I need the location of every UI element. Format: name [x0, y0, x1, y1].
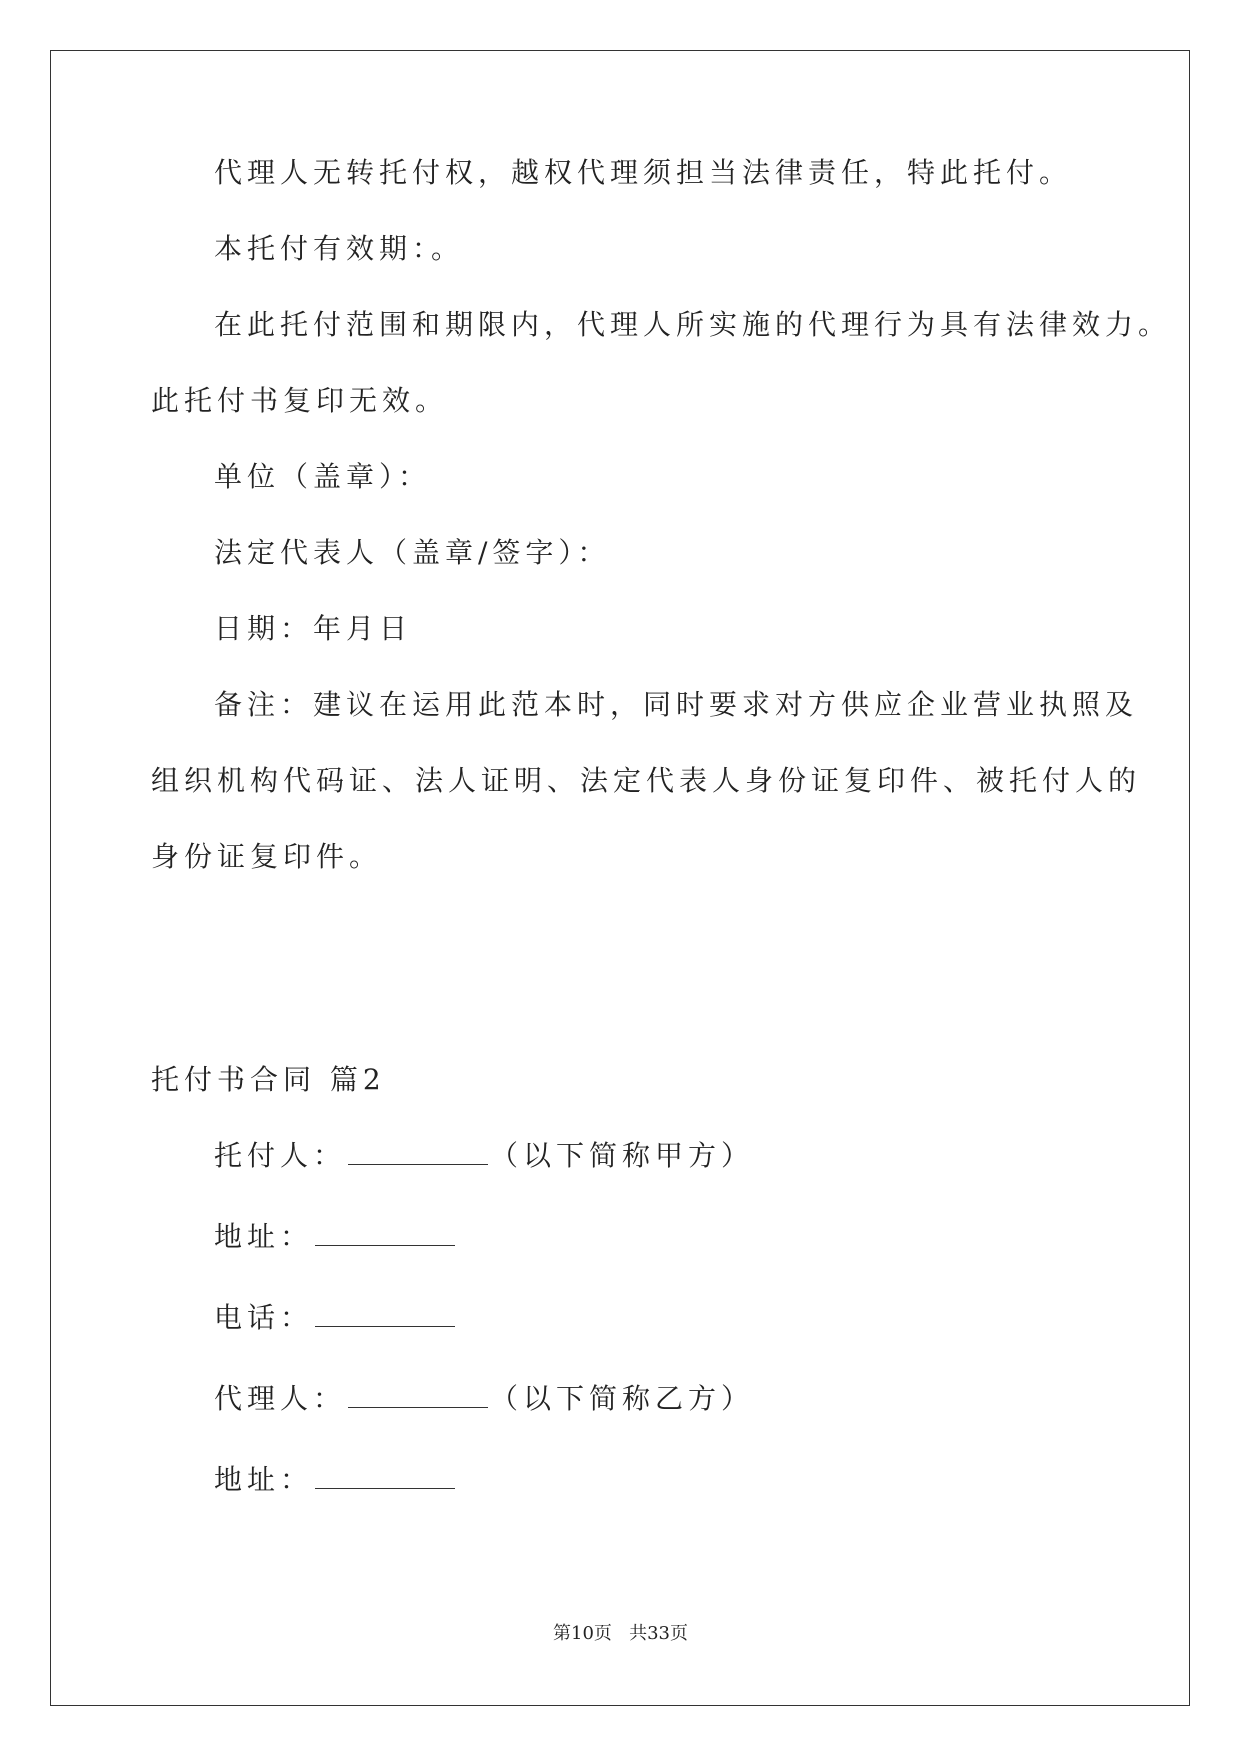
paragraph-validity-period: 本托付有效期：。: [214, 232, 465, 265]
paragraph-scope-line2: 此托付书复印无效。: [151, 384, 449, 417]
paragraph-scope-line1: 在此托付范围和期限内，代理人所实施的代理行为具有法律效力。: [214, 308, 1172, 341]
section2-heading: 托付书合同 篇2: [151, 1063, 386, 1096]
paragraph-unit-seal: 单位（盖章）：: [214, 460, 432, 493]
paragraph-date: 日期：年月日: [214, 612, 413, 645]
page-total: 共33页: [629, 1623, 688, 1644]
address2-label: 地址：: [214, 1463, 314, 1496]
address1-field: [214, 1219, 457, 1255]
phone-blank: [315, 1300, 455, 1327]
address1-label: 地址：: [214, 1220, 314, 1253]
principal-suffix: （以下简称甲方）: [490, 1139, 755, 1172]
principal-label: 托付人：: [214, 1139, 347, 1172]
paragraph-note-line3: 身份证复印件。: [151, 840, 383, 873]
paragraph-legal-representative: 法定代表人（盖章/签字）：: [214, 536, 611, 569]
agent-field: [214, 1381, 754, 1417]
address2-blank: [315, 1462, 455, 1489]
phone-field: [214, 1300, 457, 1336]
principal-field: [214, 1138, 754, 1174]
paragraph-note-line2: 组织机构代码证、法人证明、法定代表人身份证复印件、被托付人的: [151, 764, 1142, 797]
paragraph-note-line1: 备注：建议在运用此范本时，同时要求对方供应企业营业执照及: [214, 688, 1139, 721]
address2-field: [214, 1462, 457, 1498]
agent-label: 代理人：: [214, 1382, 347, 1415]
page-number: 第10页: [553, 1623, 612, 1644]
page-footer: [0, 1622, 1241, 1646]
agent-blank: [348, 1381, 488, 1408]
phone-label: 电话：: [214, 1301, 314, 1334]
agent-suffix: （以下简称乙方）: [490, 1382, 755, 1415]
principal-blank: [348, 1138, 488, 1165]
paragraph-no-subdelegation: 代理人无转托付权，越权代理须担当法律责任，特此托付。: [214, 156, 1073, 189]
address1-blank: [315, 1219, 455, 1246]
page-border: [50, 50, 1190, 1706]
